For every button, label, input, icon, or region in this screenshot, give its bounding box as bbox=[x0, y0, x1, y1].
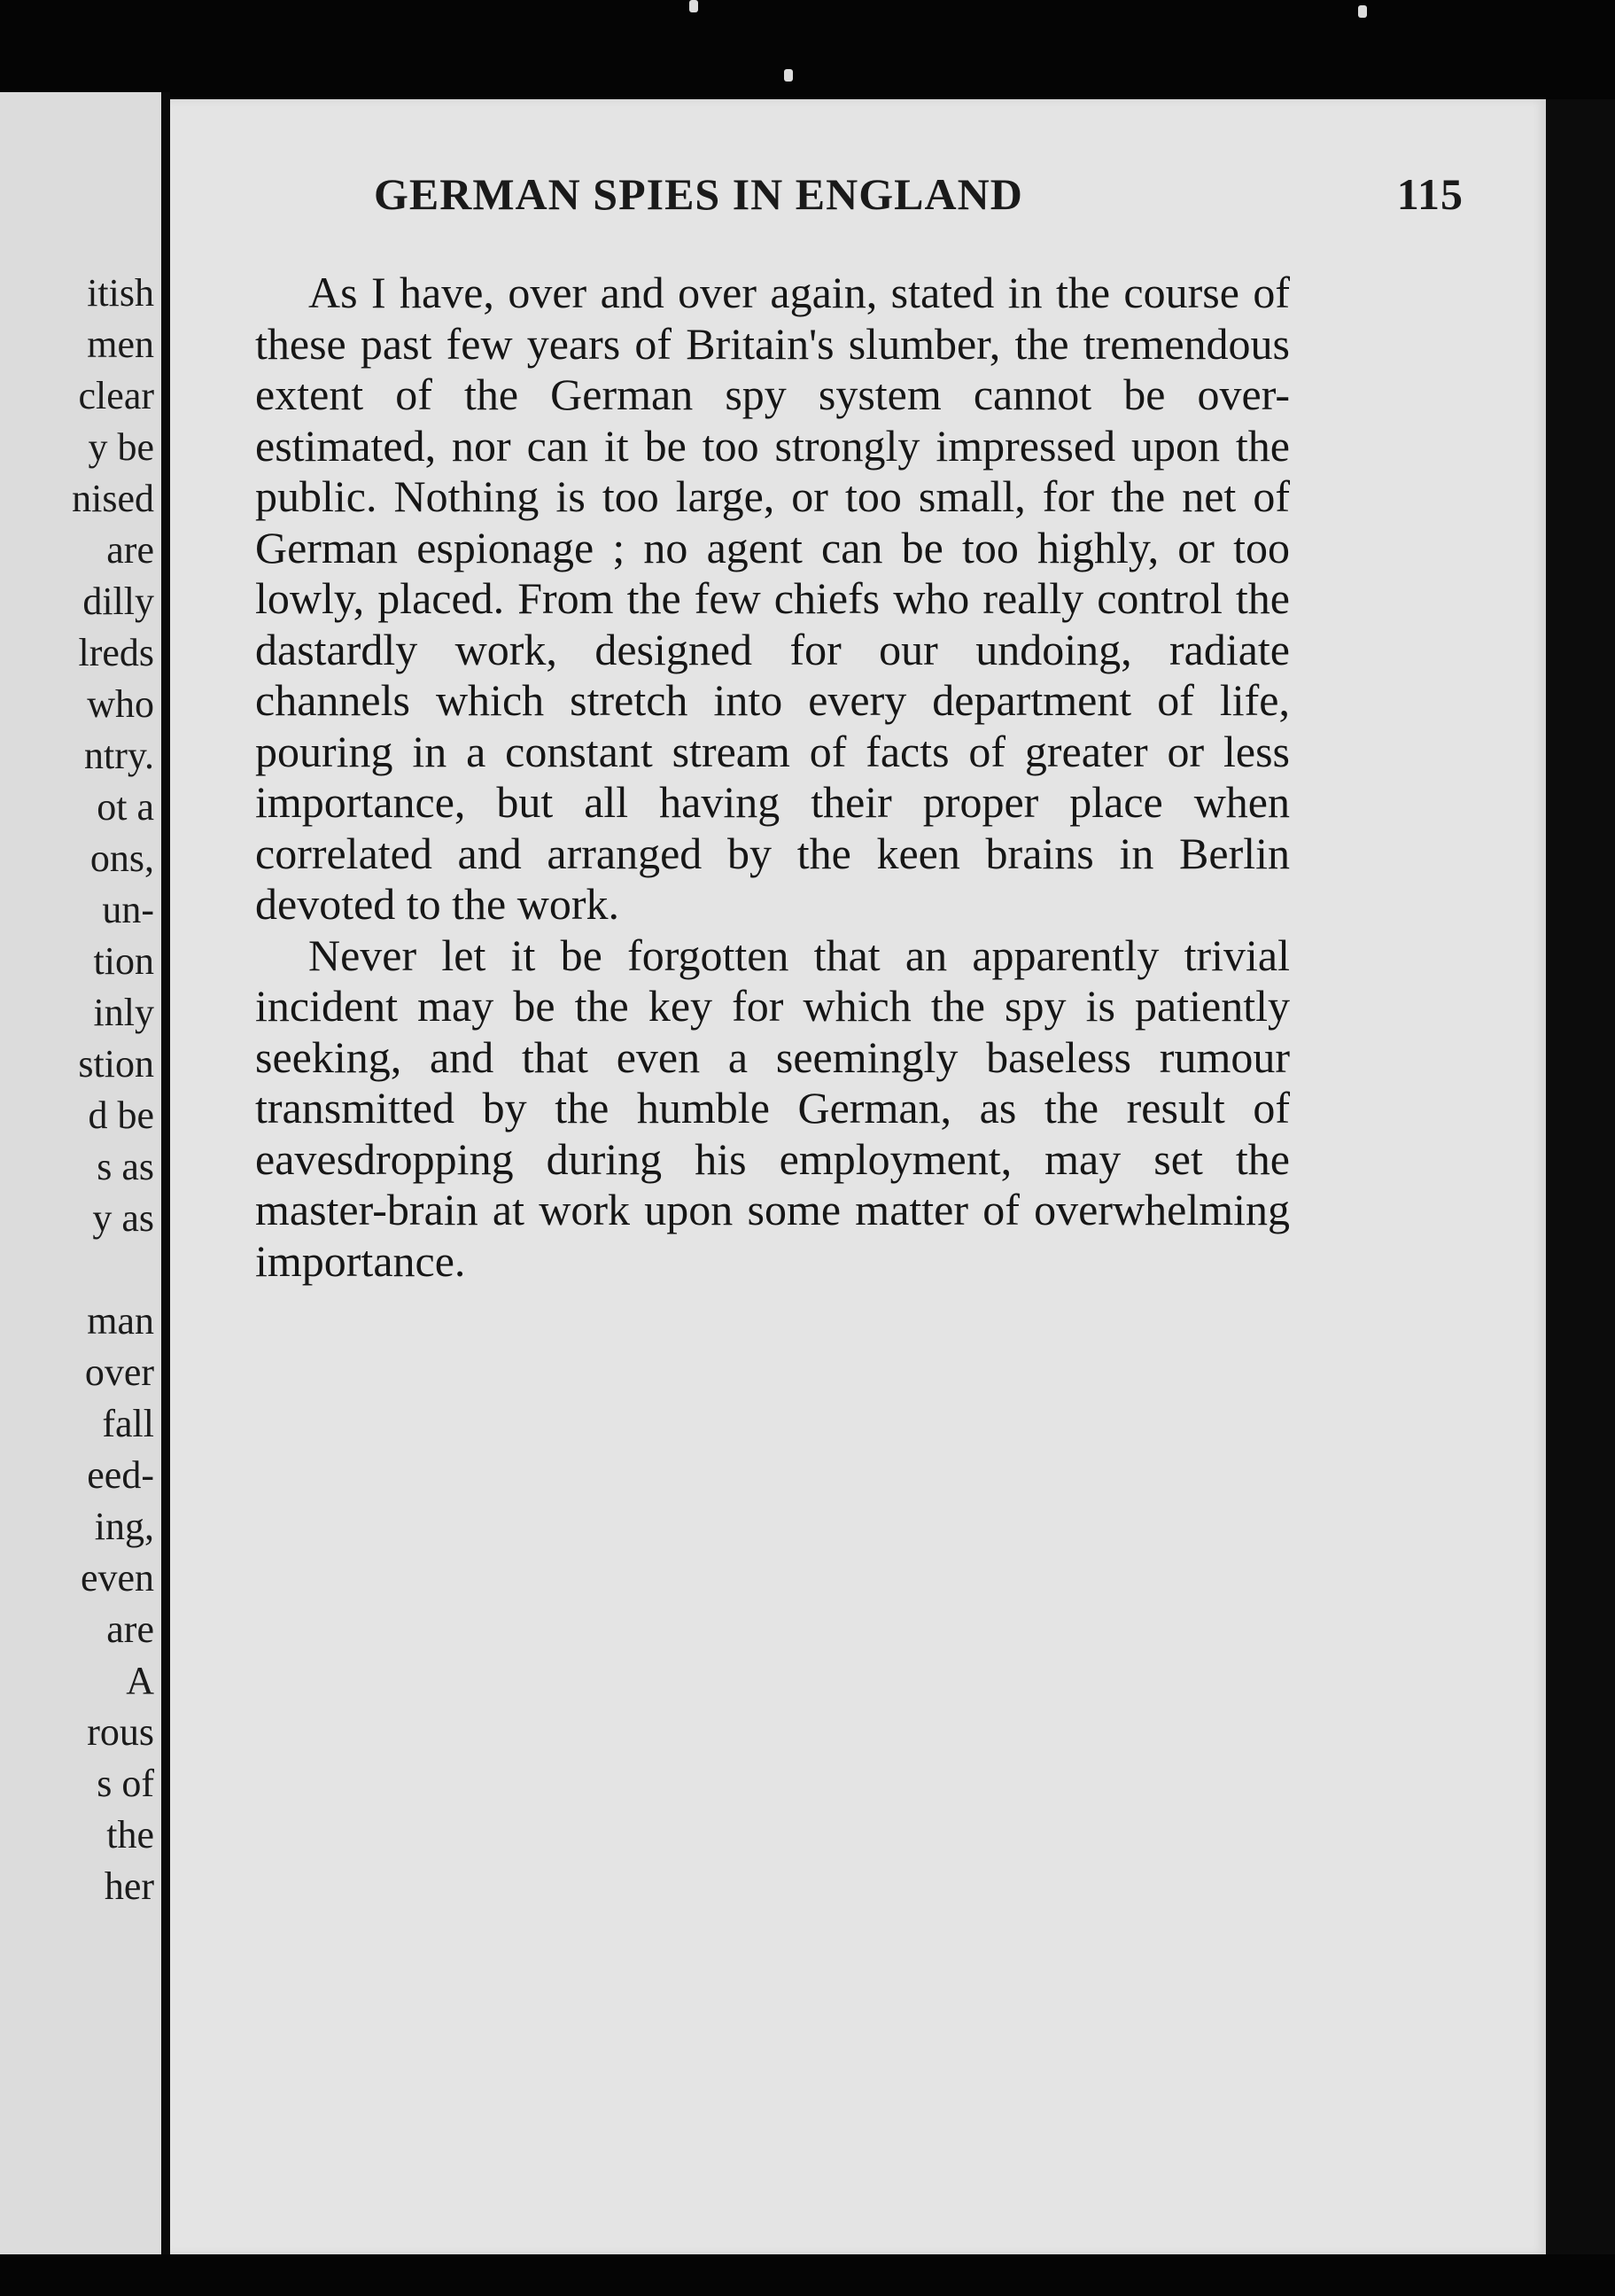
left-page-line-fragment: y be bbox=[88, 425, 154, 469]
scan-border bbox=[0, 2254, 1615, 2296]
left-page-line-fragment: rous bbox=[87, 1710, 154, 1754]
left-page-line-fragment: ntry. bbox=[83, 734, 154, 777]
page-edge-shadow bbox=[1546, 99, 1615, 2254]
left-page-line-fragment: ing, bbox=[94, 1505, 154, 1548]
paragraph: As I have, over and over again, stated in the course of these past few years of Britain's slumber, the tremendous extent of the German spy system cannot be over-estimated, nor can it be too strongly impressed upon the public. Nothing is too large, or too small, for the net of German espionage ; no agent can be too highly, or too lowly, placed. From the few chiefs who really control the dastardly work, designed for our undoing, radiate channels which stretch into every department of life, pouring in a constant stream of facts of greater or less importance, but all having their proper place when correlated and arranged by the keen brains in Berlin devoted to the work. bbox=[255, 268, 1290, 929]
left-page-line-fragment: nised bbox=[72, 477, 154, 520]
left-page-line-fragment: stion bbox=[78, 1042, 154, 1086]
left-page-line-fragment: A bbox=[126, 1659, 154, 1702]
left-page-line-fragment: s of bbox=[97, 1762, 154, 1805]
left-page-line-fragment: eed- bbox=[87, 1453, 154, 1497]
page-number: 115 bbox=[1396, 169, 1464, 219]
left-page-line-fragment: s as bbox=[97, 1145, 154, 1188]
body-text bbox=[255, 268, 1290, 1287]
left-page-line-fragment: who bbox=[87, 682, 154, 726]
left-page-line-fragment: d be bbox=[88, 1094, 154, 1137]
left-page-line-fragment: tion bbox=[93, 939, 154, 983]
left-page-line-fragment: clear bbox=[78, 374, 154, 417]
left-page-line-fragment: lreds bbox=[78, 631, 154, 674]
left-page-line-fragment: her bbox=[104, 1864, 154, 1908]
left-page-line-fragment: ons, bbox=[89, 837, 154, 880]
left-page-line-fragment: un- bbox=[102, 888, 154, 931]
scan-speck bbox=[1358, 5, 1367, 18]
left-page-line-fragment: the bbox=[106, 1813, 154, 1856]
left-page-line-fragment: inly bbox=[93, 991, 154, 1034]
running-head-title: GERMAN SPIES IN ENGLAND bbox=[374, 169, 1023, 219]
paragraph: Never let it be forgotten that an apparently trivial incident may be the key for which the spy is patiently seeking, and that even a seemingly baseless rumour transmitted by the humble German, as the result of eavesdropping during his employment, may set the master-brain at work upon some matter of overwhelming importance. bbox=[255, 930, 1290, 1286]
scan-speck bbox=[689, 0, 698, 12]
scan-speck bbox=[784, 69, 793, 82]
left-page-line-fragment: over bbox=[84, 1350, 154, 1394]
running-head bbox=[374, 168, 1464, 230]
left-page-line-fragment: itish bbox=[87, 271, 154, 315]
left-page-line-fragment: man bbox=[87, 1299, 154, 1343]
left-page-line-fragment: even bbox=[80, 1556, 154, 1599]
left-page-line-fragment: men bbox=[87, 323, 154, 366]
left-page-line-fragment: fall bbox=[102, 1402, 154, 1445]
gutter-divider bbox=[161, 92, 170, 2254]
left-page-line-fragment: dilly bbox=[82, 580, 154, 623]
left-page-line-fragment: y as bbox=[92, 1196, 154, 1240]
book-page bbox=[170, 99, 1546, 2254]
left-page-line-fragment: ot a bbox=[97, 785, 154, 829]
left-page-fragment bbox=[0, 92, 161, 2254]
left-page-line-fragment: are bbox=[106, 1607, 154, 1651]
left-page-line-fragment: are bbox=[106, 528, 154, 572]
